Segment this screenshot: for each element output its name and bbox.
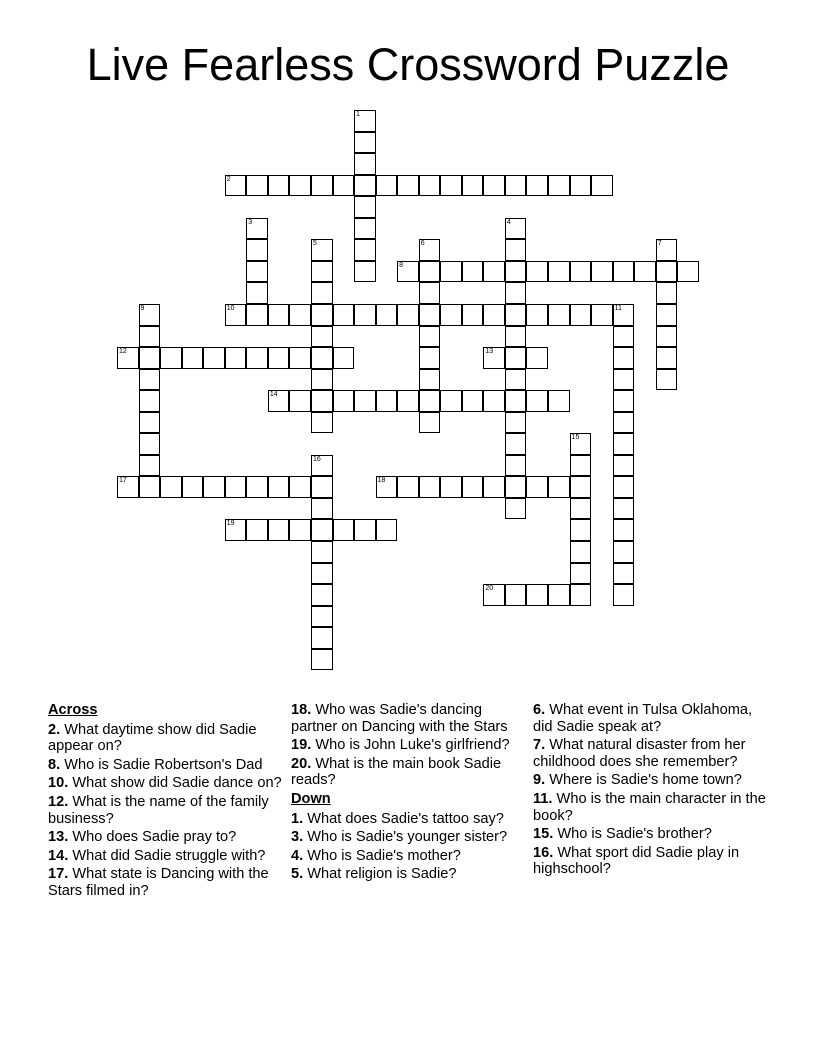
grid-cell[interactable] — [570, 433, 592, 455]
grid-cell[interactable] — [246, 347, 268, 369]
grid-cell[interactable] — [570, 455, 592, 477]
clue-number: 8 — [399, 261, 404, 269]
grid-cell[interactable] — [311, 369, 333, 391]
clue-column-2 — [291, 702, 529, 885]
grid-cell[interactable] — [354, 110, 376, 132]
grid-cell[interactable] — [677, 261, 699, 283]
grid-cell[interactable] — [570, 498, 592, 520]
grid-cell[interactable] — [505, 390, 527, 412]
grid-cell[interactable] — [139, 347, 161, 369]
grid-cell[interactable] — [483, 390, 505, 412]
grid-cell[interactable] — [397, 175, 419, 197]
grid-cell[interactable] — [591, 304, 613, 326]
across-clue-14: 14. What did Sadie struggle with? — [48, 847, 266, 864]
grid-cell[interactable] — [333, 347, 355, 369]
down-clue-6: 6. What event in Tulsa Oklahoma, did Sadie speak at? — [533, 702, 753, 735]
grid-cell[interactable] — [268, 347, 290, 369]
across-clue-10: 10. What show did Sadie dance on? — [48, 775, 282, 792]
across-clue-8: 8. Who is Sadie Robertson's Dad — [48, 756, 263, 773]
grid-cell[interactable] — [139, 369, 161, 391]
grid-cell[interactable] — [160, 347, 182, 369]
grid-cell[interactable] — [505, 261, 527, 283]
grid-cell[interactable] — [462, 390, 484, 412]
grid-cell[interactable] — [139, 390, 161, 412]
grid-cell[interactable] — [483, 584, 505, 606]
grid-cell[interactable] — [462, 261, 484, 283]
grid-cell[interactable] — [505, 369, 527, 391]
grid-cell[interactable] — [397, 390, 419, 412]
grid-cell[interactable] — [139, 412, 161, 434]
grid-cell[interactable] — [526, 261, 548, 283]
grid-cell[interactable] — [311, 476, 333, 498]
grid-cell[interactable] — [656, 369, 678, 391]
grid-cell[interactable] — [311, 455, 333, 477]
grid-cell[interactable] — [419, 476, 441, 498]
grid-cell[interactable] — [483, 304, 505, 326]
grid-cell[interactable] — [570, 476, 592, 498]
grid-cell[interactable] — [397, 261, 419, 283]
grid-cell[interactable] — [440, 476, 462, 498]
across-clue-20: 20. What is the main book Sadie reads? — [291, 755, 502, 789]
clue-number: 10 — [226, 304, 235, 312]
grid-cell[interactable] — [354, 390, 376, 412]
grid-cell[interactable] — [311, 282, 333, 304]
clue-number: 17 — [119, 477, 127, 485]
grid-cell[interactable] — [570, 304, 592, 326]
clue-number: 3 — [248, 218, 253, 226]
grid-cell[interactable] — [311, 326, 333, 348]
grid-cell[interactable] — [656, 326, 678, 348]
clue-number: 19 — [226, 520, 235, 528]
clue-number: 14 — [269, 391, 278, 399]
grid-cell[interactable] — [656, 347, 678, 369]
grid-cell[interactable] — [613, 390, 635, 412]
grid-cell[interactable] — [354, 519, 376, 541]
grid-cell[interactable] — [591, 261, 613, 283]
grid-cell[interactable] — [268, 304, 290, 326]
grid-cell[interactable] — [139, 433, 161, 455]
grid-cell[interactable] — [268, 519, 290, 541]
grid-cell[interactable] — [505, 218, 527, 240]
clue-number: 15 — [571, 434, 580, 442]
grid-cell[interactable] — [505, 239, 527, 261]
clue-number: 1 — [356, 111, 360, 118]
grid-cell[interactable] — [419, 239, 441, 261]
grid-cell[interactable] — [203, 476, 225, 498]
grid-cell[interactable] — [656, 261, 678, 283]
grid-cell[interactable] — [354, 196, 376, 218]
grid-cell[interactable] — [419, 304, 441, 326]
grid-cell[interactable] — [354, 132, 376, 154]
clue-number: 13 — [485, 348, 494, 356]
grid-cell[interactable] — [613, 455, 635, 477]
grid-cell[interactable] — [613, 476, 635, 498]
grid-cell[interactable] — [311, 239, 333, 261]
grid-cell[interactable] — [634, 261, 656, 283]
grid-cell[interactable] — [311, 347, 333, 369]
grid-cell[interactable] — [333, 390, 355, 412]
grid-cell[interactable] — [613, 347, 635, 369]
grid-cell[interactable] — [440, 261, 462, 283]
grid-cell[interactable] — [419, 412, 441, 434]
grid-cell[interactable] — [311, 261, 333, 283]
grid-cell[interactable] — [246, 476, 268, 498]
grid-cell[interactable] — [311, 304, 333, 326]
grid-cell[interactable] — [505, 175, 527, 197]
grid-cell[interactable] — [225, 304, 247, 326]
grid-cell[interactable] — [246, 304, 268, 326]
grid-cell[interactable] — [225, 347, 247, 369]
grid-cell[interactable] — [246, 519, 268, 541]
grid-cell[interactable] — [462, 304, 484, 326]
grid-cell[interactable] — [397, 476, 419, 498]
clue-number: 9 — [140, 304, 145, 312]
grid-cell[interactable] — [505, 455, 527, 477]
down-heading: Down — [291, 790, 331, 807]
grid-cell[interactable] — [289, 390, 311, 412]
grid-cell[interactable] — [613, 304, 635, 326]
grid-cell[interactable] — [311, 390, 333, 412]
grid-cell[interactable] — [613, 433, 635, 455]
grid-cell[interactable] — [613, 326, 635, 348]
grid-cell[interactable] — [570, 584, 592, 606]
grid-cell[interactable] — [570, 175, 592, 197]
grid-cell[interactable] — [117, 347, 139, 369]
grid-cell[interactable] — [526, 584, 548, 606]
across-clue-2: 2. What daytime show did Sadie appear on? — [48, 721, 257, 755]
grid-cell[interactable] — [246, 239, 268, 261]
grid-cell[interactable] — [570, 541, 592, 563]
grid-cell[interactable] — [376, 519, 398, 541]
grid-cell[interactable] — [268, 390, 290, 412]
grid-cell[interactable] — [376, 476, 398, 498]
grid-cell[interactable] — [289, 347, 311, 369]
grid-cell[interactable] — [505, 304, 527, 326]
clue-column-1 — [48, 702, 286, 902]
grid-cell[interactable] — [462, 476, 484, 498]
grid-cell[interactable] — [613, 498, 635, 520]
grid-cell[interactable] — [376, 390, 398, 412]
down-clue-16: 16. What sport did Sadie play in highschool? — [533, 844, 740, 878]
grid-cell[interactable] — [505, 282, 527, 304]
grid-cell[interactable] — [462, 175, 484, 197]
down-clue-5: 5. What religion is Sadie? — [291, 866, 457, 883]
grid-cell[interactable] — [548, 261, 570, 283]
grid-cell[interactable] — [246, 218, 268, 240]
grid-cell[interactable] — [268, 476, 290, 498]
grid-cell[interactable] — [354, 153, 376, 175]
across-clue-18: 18. Who was Sadie's dancing partner on Dancing with the Stars — [291, 702, 508, 735]
grid-cell[interactable] — [311, 649, 333, 671]
grid-cell[interactable] — [225, 476, 247, 498]
grid-cell[interactable] — [505, 412, 527, 434]
grid-cell[interactable] — [354, 261, 376, 283]
down-clue-4: 4. Who is Sadie's mother? — [291, 847, 461, 864]
grid-cell[interactable] — [268, 175, 290, 197]
across-clue-12: 12. What is the name of the family business? — [48, 793, 269, 827]
grid-cell[interactable] — [160, 476, 182, 498]
grid-cell[interactable] — [570, 261, 592, 283]
grid-cell[interactable] — [182, 347, 204, 369]
grid-cell[interactable] — [246, 282, 268, 304]
grid-cell[interactable] — [246, 261, 268, 283]
grid-cell[interactable] — [311, 498, 333, 520]
clue-number: 16 — [312, 455, 321, 463]
clue-number: 7 — [657, 240, 662, 248]
grid-cell[interactable] — [333, 519, 355, 541]
grid-cell[interactable] — [419, 261, 441, 283]
grid-cell[interactable] — [139, 455, 161, 477]
grid-cell[interactable] — [139, 304, 161, 326]
grid-cell[interactable] — [289, 304, 311, 326]
down-clue-15: 15. Who is Sadie's brother? — [533, 826, 712, 843]
grid-cell[interactable] — [526, 347, 548, 369]
across-clue-19: 19. Who is John Luke's girlfriend? — [291, 737, 510, 754]
grid-cell[interactable] — [419, 369, 441, 391]
grid-cell[interactable] — [591, 175, 613, 197]
grid-cell[interactable] — [354, 218, 376, 240]
clue-number: 2 — [226, 175, 231, 183]
grid-cell[interactable] — [613, 584, 635, 606]
clue-number: 11 — [614, 304, 622, 312]
grid-cell[interactable] — [225, 519, 247, 541]
grid-cell[interactable] — [505, 433, 527, 455]
clue-number: 12 — [119, 348, 127, 356]
grid-cell[interactable] — [570, 519, 592, 541]
grid-cell[interactable] — [182, 476, 204, 498]
grid-cell[interactable] — [548, 175, 570, 197]
grid-cell[interactable] — [613, 412, 635, 434]
grid-cell[interactable] — [354, 239, 376, 261]
grid-cell[interactable] — [656, 304, 678, 326]
grid-cell[interactable] — [311, 584, 333, 606]
grid-cell[interactable] — [139, 326, 161, 348]
grid-cell[interactable] — [526, 175, 548, 197]
grid-cell[interactable] — [505, 326, 527, 348]
grid-cell[interactable] — [139, 476, 161, 498]
clue-number: 20 — [485, 585, 494, 593]
clue-number: 18 — [377, 477, 386, 485]
grid-cell[interactable] — [613, 563, 635, 585]
down-clue-11: 11. Who is the main character in the book? — [533, 790, 766, 824]
grid-cell[interactable] — [354, 304, 376, 326]
across-clue-17: 17. What state is Dancing with the Stars filmed in? — [48, 866, 269, 899]
grid-cell[interactable] — [311, 627, 333, 649]
grid-cell[interactable] — [333, 304, 355, 326]
grid-cell[interactable] — [483, 347, 505, 369]
down-clue-1: 1. What does Sadie's tattoo say? — [291, 810, 504, 827]
grid-cell[interactable] — [311, 541, 333, 563]
grid-cell[interactable] — [376, 304, 398, 326]
grid-cell[interactable] — [505, 347, 527, 369]
down-clue-7: 7. What natural disaster from her childhood does she remember? — [533, 737, 746, 770]
grid-cell[interactable] — [613, 541, 635, 563]
grid-cell[interactable] — [117, 476, 139, 498]
grid-cell[interactable] — [289, 476, 311, 498]
grid-cell[interactable] — [526, 304, 548, 326]
grid-cell[interactable] — [483, 175, 505, 197]
down-clue-9: 9. Where is Sadie's home town? — [533, 772, 742, 789]
grid-cell[interactable] — [311, 175, 333, 197]
grid-cell[interactable] — [203, 347, 225, 369]
grid-cell[interactable] — [656, 239, 678, 261]
grid-cell[interactable] — [354, 175, 376, 197]
grid-cell[interactable] — [613, 519, 635, 541]
grid-cell[interactable] — [225, 175, 247, 197]
grid-cell[interactable] — [311, 519, 333, 541]
grid-cell[interactable] — [526, 476, 548, 498]
grid-cell[interactable] — [483, 261, 505, 283]
grid-cell[interactable] — [289, 519, 311, 541]
clue-number: 4 — [506, 218, 511, 226]
grid-cell[interactable] — [526, 390, 548, 412]
grid-cell[interactable] — [333, 175, 355, 197]
grid-cell[interactable] — [548, 476, 570, 498]
grid-cell[interactable] — [419, 326, 441, 348]
clue-number: 5 — [312, 240, 317, 248]
clue-number: 6 — [420, 240, 425, 248]
grid-cell[interactable] — [548, 304, 570, 326]
grid-cell[interactable] — [311, 563, 333, 585]
grid-cell[interactable] — [440, 390, 462, 412]
grid-cell[interactable] — [419, 390, 441, 412]
grid-cell[interactable] — [419, 347, 441, 369]
puzzle-title: Live Fearless Crossword Puzzle — [86, 39, 730, 90]
clue-column-3 — [533, 702, 771, 880]
grid-cell[interactable] — [656, 282, 678, 304]
down-clue-3: 3. Who is Sadie's younger sister? — [291, 829, 508, 846]
grid-cell[interactable] — [397, 304, 419, 326]
across-clue-13: 13. Who does Sadie pray to? — [48, 829, 237, 846]
grid-cell[interactable] — [505, 584, 527, 606]
grid-cell[interactable] — [419, 175, 441, 197]
grid-cell[interactable] — [613, 261, 635, 283]
grid-cell[interactable] — [311, 412, 333, 434]
grid-cell[interactable] — [483, 476, 505, 498]
grid-cell[interactable] — [548, 390, 570, 412]
grid-cell[interactable] — [613, 369, 635, 391]
grid-cell[interactable] — [376, 175, 398, 197]
grid-cell[interactable] — [505, 498, 527, 520]
across-heading: Across — [48, 702, 98, 718]
grid-cell[interactable] — [548, 584, 570, 606]
grid-cell[interactable] — [289, 175, 311, 197]
grid-cell[interactable] — [246, 175, 268, 197]
grid-cell[interactable] — [440, 304, 462, 326]
grid-cell[interactable] — [570, 563, 592, 585]
grid-cell[interactable] — [505, 476, 527, 498]
grid-cell[interactable] — [419, 282, 441, 304]
grid-cell[interactable] — [311, 606, 333, 628]
grid-cell[interactable] — [440, 175, 462, 197]
